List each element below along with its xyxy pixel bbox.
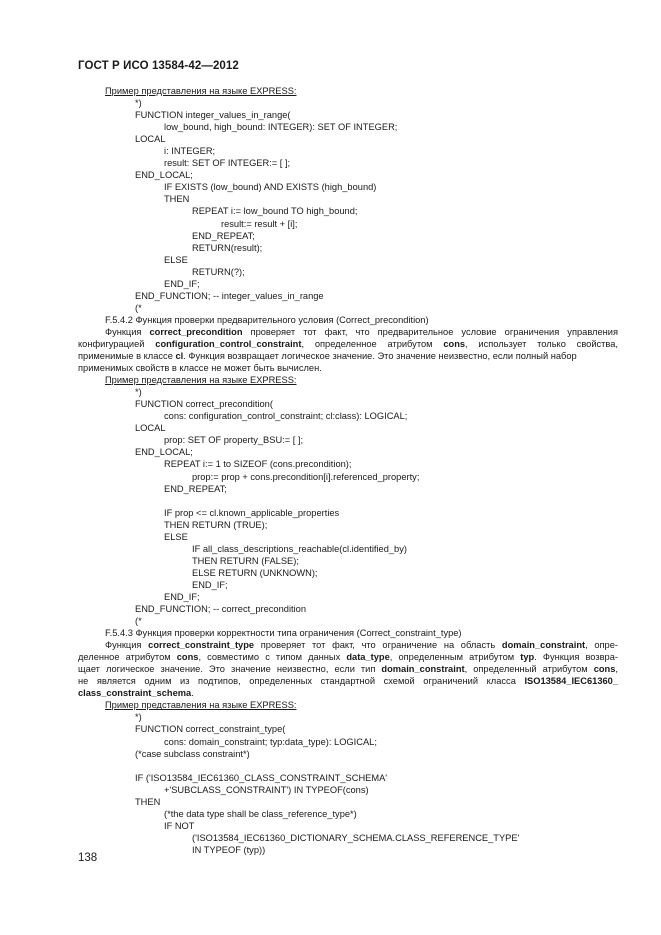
text-line: RETURN(result); [192, 242, 263, 253]
text-run: деленное атрибутом [78, 652, 177, 663]
text-line [78, 495, 618, 507]
bold-term: cons [443, 338, 466, 349]
text-line: ELSE [164, 254, 188, 265]
bold-term: class_constraint_schema [78, 688, 192, 699]
text-line: F.5.4.3 Функция проверки корректности типа ограничения (Correct_constraint_type) [105, 628, 462, 639]
text-line: result:= result + [i]; [221, 218, 298, 229]
text-run: , совместимо с типом данных [198, 652, 347, 663]
text-line [78, 326, 618, 338]
bold-term: configuration_control_constraint [155, 338, 302, 349]
text-line: prop:= prop + cons.precondition[i].referenced_property; [192, 471, 420, 482]
text-run: , опре- [585, 640, 618, 651]
text-line: prop: SET OF property_BSU:= [ ]; [164, 435, 304, 446]
text-line: END_FUNCTION; -- correct_precondition [135, 604, 307, 615]
text-line: THEN [164, 194, 190, 205]
text-run: . Функция возвращает логическое значение. Это значение неизвестно, если полный набор [183, 351, 577, 362]
bold-term: typ [520, 652, 535, 663]
text-line: IN TYPEOF (typ)) [192, 844, 266, 855]
text-line: END_REPEAT; [164, 483, 227, 494]
text-line [78, 663, 618, 675]
text-line: *) [135, 712, 142, 723]
text-line: REPEAT i:= 1 to SIZEOF (cons.precondition); [164, 459, 352, 470]
page-body [78, 85, 618, 856]
bold-term: domain_constraint [381, 664, 465, 675]
text-line: REPEAT i:= low_bound TO high_bound; [192, 206, 358, 217]
bold-term: cl [175, 351, 184, 362]
text-line: (*case subclass constraint*) [135, 748, 250, 759]
text-line: low_bound, high_bound: INTEGER): SET OF INTEGER; [164, 122, 398, 133]
text-line: (* [135, 302, 142, 313]
text-line: LOCAL [135, 134, 166, 145]
text-line: +'SUBCLASS_CONSTRAINT') IN TYPEOF(cons) [164, 784, 369, 795]
page-number: 138 [78, 852, 98, 864]
text-line [78, 651, 618, 663]
text-line: LOCAL [135, 423, 166, 434]
text-line: применимых свойств в классе не может быть вычислен. [78, 363, 322, 374]
text-line: IF NOT [164, 820, 195, 831]
text-run: . [191, 688, 194, 699]
text-line: cons: configuration_control_constraint; cl:class): LOGICAL; [164, 411, 408, 422]
text-line: END_IF; [164, 278, 200, 289]
text-run: применимые в классе [78, 351, 176, 362]
text-line [78, 675, 618, 687]
text-line: IF ('ISO13584_IEC61360_CLASS_CONSTRAINT_SCHEMA' [135, 772, 388, 783]
text-line: FUNCTION correct_precondition( [135, 399, 273, 410]
text-line: i: INTEGER; [164, 146, 216, 157]
text-line: FUNCTION integer_values_in_range( [135, 110, 291, 121]
text-line: IF prop <= cl.known_applicable_properties [164, 507, 340, 518]
text-line [78, 338, 618, 350]
text-line: THEN RETURN (TRUE); [164, 519, 268, 530]
standard-header: ГОСТ Р ИСО 13584-42—2012 [78, 60, 239, 72]
text-run: , определенное атрибутом [301, 338, 444, 349]
text-line: ('ISO13584_IEC61360_DICTIONARY_SCHEMA.CLASS_REFERENCE_TYPE' [192, 832, 520, 843]
bold-term: correct_precondition [149, 326, 243, 337]
text-line: ELSE RETURN (UNKNOWN); [192, 567, 318, 578]
text-run: , использует только свойства, [465, 338, 619, 349]
text-line [78, 350, 618, 362]
text-line: END_REPEAT; [192, 230, 255, 241]
text-line [78, 687, 618, 699]
text-run: проверяет тот факт, что предварительное условие ограничения управления [242, 326, 618, 337]
text-run: , определенным атрибутом [389, 652, 521, 663]
text-line: IF all_class_descriptions_reachable(cl.identified_by) [192, 543, 407, 554]
text-line: FUNCTION correct_constraint_type( [135, 724, 286, 735]
text-line: ELSE [164, 531, 188, 542]
text-run: не является одним из подтипов, определенных стандартной схемой ограничений класса [78, 676, 525, 687]
text-line: result: SET OF INTEGER:= [ ]; [164, 158, 291, 169]
bold-term: ISO13584_IEC61360_ [524, 676, 618, 687]
bold-term: cons [176, 652, 199, 663]
text-line: IF EXISTS (low_bound) AND EXISTS (high_bound) [164, 182, 377, 193]
text-line: *) [135, 98, 142, 109]
text-line: END_LOCAL; [135, 170, 193, 181]
text-line: *) [135, 387, 142, 398]
text-line: F.5.4.2 Функция проверки предварительного условия (Correct_precondition) [105, 314, 429, 325]
text-line [78, 639, 618, 651]
text-line: END_IF; [192, 579, 228, 590]
text-run: конфигурацией [78, 338, 156, 349]
text-run: Функция [105, 326, 150, 337]
text-run: . Функция возвра- [534, 652, 618, 663]
text-line: Пример представления на языке EXPRESS: [105, 86, 297, 96]
text-line: cons: domain_constraint; typ:data_type): LOGICAL; [164, 736, 377, 747]
bold-term: cons [593, 664, 616, 675]
text-line: END_IF; [164, 591, 200, 602]
text-line: THEN [135, 796, 161, 807]
text-run: щает логическое значение. Это значение неизвестно, если тип [78, 664, 382, 675]
text-run: Функция [105, 640, 149, 651]
text-line: Пример представления на языке EXPRESS: [105, 375, 297, 386]
text-line: (* [135, 616, 142, 627]
text-line: END_LOCAL; [135, 447, 193, 458]
text-line: END_FUNCTION; -- integer_values_in_range [135, 290, 324, 301]
text-line [78, 760, 618, 772]
bold-term: correct_constraint_type [148, 640, 255, 651]
text-run: проверяет тот факт, что ограничение на область [254, 640, 502, 651]
text-line: Пример представления на языке EXPRESS: [105, 700, 297, 711]
text-line: THEN RETURN (FALSE); [192, 555, 299, 566]
bold-term: data_type [346, 652, 390, 663]
text-line: (*the data type shall be class_reference_type*) [164, 808, 357, 819]
bold-term: domain_constraint [501, 640, 586, 651]
text-line: RETURN(?); [192, 266, 245, 277]
text-run: , [615, 664, 618, 675]
text-run: , определенный атрибутом [464, 664, 594, 675]
